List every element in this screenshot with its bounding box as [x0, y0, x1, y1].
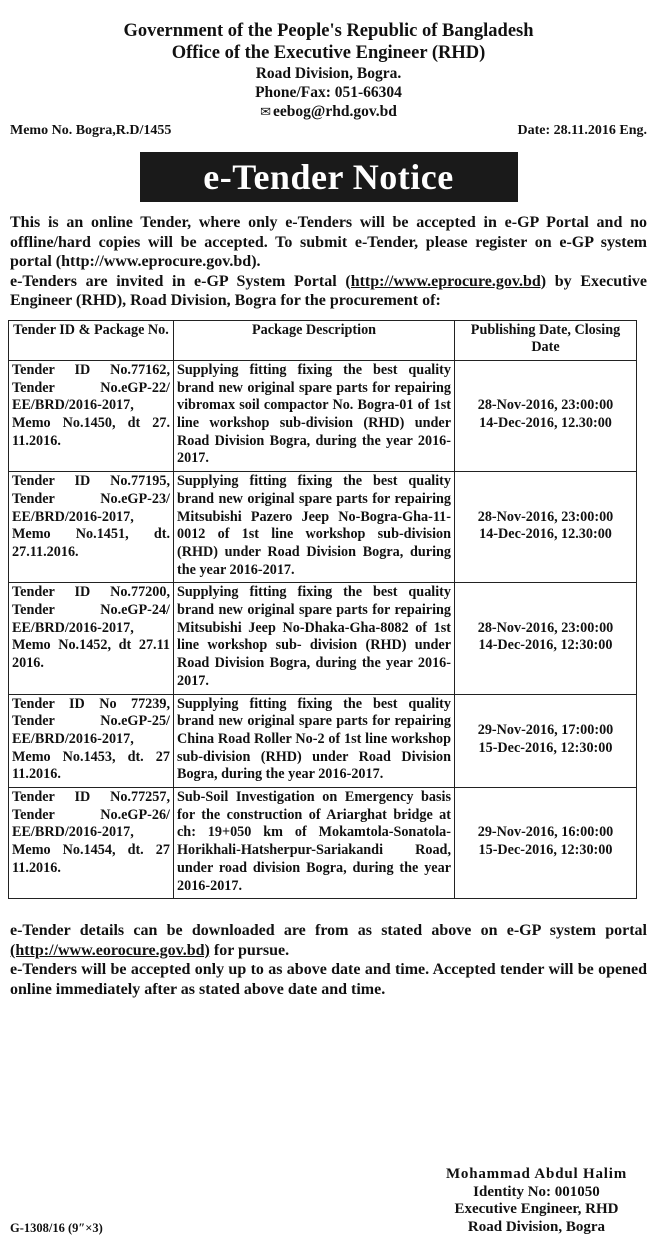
- signatory-office: Road Division, Bogra: [467, 1218, 606, 1235]
- envelope-icon: ✉: [260, 104, 272, 119]
- email-line: [0, 102, 657, 121]
- package-desc-cell: Sub-Soil Investigation on Emergency basis for the construction of Ariarghat bridge at ch: 19+050 km of Mokamtola-Sonatola-Horikhali-Hatsherpur-Sariakandi Road, under road division Bogra, during the year 2016-2017.: [174, 788, 455, 899]
- intro-text: [0, 213, 657, 311]
- intro-p2-pre: e-Tenders are invited in e-GP System Portal: [10, 272, 346, 290]
- signature-block: [446, 1166, 627, 1236]
- close-date: 15-Dec-2016, 12:30:00: [478, 739, 613, 756]
- tender-id-cell: Tender ID No.77257, Tender No.eGP-26/ EE/BRD/2016-2017, Memo No.1454, dt. 27 11.2016.: [9, 788, 174, 899]
- tender-id-cell: Tender ID No.77195, Tender No.eGP-23/ EE/BRD/2016-2017, Memo No.1451, dt. 27.11.2016.: [9, 472, 174, 583]
- division-name: Road Division, Bogra.: [255, 65, 402, 82]
- footer-paragraph-2: e-Tenders will be accepted only up to as above date and time. Accepted tender will be opened online immediately after as stated above date and time.: [10, 961, 647, 998]
- package-desc-cell: Supplying fitting fixing the best quality brand new original spare parts for repairing China Road Roller No-2 of 1st line workshop sub-division (RHD) under Road Division Bogra, during the year 2016-2017.: [174, 694, 455, 788]
- eprocure-link[interactable]: (http://www.eprocure.gov.bd): [345, 272, 547, 290]
- signatory-name: Mohammad Abdul Halim: [445, 1166, 627, 1182]
- tender-id-cell: Tender ID No 77239, Tender No.eGP-25/ EE/BRD/2016-2017, Memo No.1453, dt. 27 11.2016.: [9, 694, 174, 788]
- signatory-designation: Executive Engineer, RHD: [454, 1201, 619, 1217]
- col-header-desc: Package Description: [174, 320, 455, 360]
- footer-p1-post: for pursue.: [209, 941, 290, 959]
- close-date: 15-Dec-2016, 12:30:00: [478, 842, 613, 859]
- intro-p2-post: by Executive Engineer (RHD), Road Division, Bogra for the procurement of:: [10, 272, 648, 309]
- dates-cell: [455, 360, 637, 471]
- publish-date: 29-Nov-2016, 17:00:00: [477, 722, 614, 739]
- footer-text: [0, 921, 657, 999]
- dates-cell: [455, 694, 637, 788]
- memo-number: Memo No. Bogra,R.D/1455: [10, 123, 172, 138]
- memo-date: Date: 28.11.2016 Eng.: [517, 123, 647, 138]
- tender-id-cell: Tender ID No.77162, Tender No.eGP-22/ EE/BRD/2016-2017, Memo No.1450, dt 27. 11.2016.: [9, 360, 174, 471]
- table-row: [9, 694, 637, 788]
- table-row: [9, 788, 637, 899]
- signatory-identity: Identity No: 001050: [473, 1183, 600, 1200]
- publish-date: 28-Nov-2016, 23:00:00: [477, 508, 614, 525]
- close-date: 14-Dec-2016, 12:30:00: [478, 637, 613, 654]
- banner-title: e-Tender Notice: [203, 157, 454, 197]
- dates-cell: [455, 472, 637, 583]
- footer-p1-pre: e-Tender details can be downloaded are from as stated above on e-GP system portal: [10, 922, 647, 940]
- office-title: Office of the Executive Engineer (RHD): [171, 43, 486, 63]
- eorocure-link[interactable]: (http://www.eorocure.gov.bd): [10, 941, 210, 959]
- footer-paragraph-1: [10, 921, 647, 960]
- package-desc-cell: Supplying fitting fixing the best quality brand new original spare parts for repairing Mitsubishi Pazero Jeep No-Bogra-Gha-11-0012 of 1st line workshop sub-division (RHD) under Road Division Bogra, during the year 2016-2017.: [174, 472, 455, 583]
- col-header-dates: Publishing Date, Closing Date: [455, 320, 637, 360]
- close-date: 14-Dec-2016, 12.30:00: [479, 415, 612, 432]
- table-header-row: [9, 320, 637, 360]
- phone-fax: Phone/Fax: 051-66304: [255, 84, 402, 101]
- memo-row: [0, 123, 657, 139]
- table-row: [9, 360, 637, 471]
- table-row: [9, 472, 637, 583]
- publish-date: 28-Nov-2016, 23:00:00: [477, 619, 614, 636]
- table-row: [9, 583, 637, 694]
- tender-id-cell: Tender ID No.77200, Tender No.eGP-24/ EE/BRD/2016-2017, Memo No.1452, dt 27.11 2016.: [9, 583, 174, 694]
- package-desc-cell: Supplying fitting fixing the best quality brand new original spare parts for repairing Mitsubishi Jeep No-Dhaka-Gha-8082 of 1st line workshop sub- division (RHD) under Road Division Bogra, during the year 2016-2017.: [174, 583, 455, 694]
- package-desc-cell: Supplying fitting fixing the best quality brand new original spare parts for repairing vibromax soil compactor No. Bogra-01 of 1st line workshop sub-division (RHD) under Road Division Bogra, during the year 2016-2017.: [174, 360, 455, 471]
- letterhead: [0, 20, 657, 121]
- col-header-id: Tender ID & Package No.: [9, 320, 174, 360]
- publish-date: 28-Nov-2016, 23:00:00: [477, 397, 614, 414]
- close-date: 14-Dec-2016, 12.30:00: [479, 526, 612, 543]
- notice-banner: [140, 152, 518, 202]
- tender-table: [8, 320, 637, 900]
- govt-title: Government of the People's Republic of Bangladesh: [123, 21, 534, 41]
- dates-cell: [455, 583, 637, 694]
- intro-paragraph-2: [10, 272, 647, 311]
- publish-date: 29-Nov-2016, 16:00:00: [477, 824, 614, 841]
- intro-paragraph-1: This is an online Tender, where only e-Tenders will be accepted in e-GP Portal and no offline/hard copies will be accepted. To submit e-Tender, please register on e-GP system portal (http://www.eprocure.gov.bd).: [10, 214, 647, 270]
- email-address: eebog@rhd.gov.bd: [273, 103, 397, 120]
- dates-cell: [455, 788, 637, 899]
- ad-code: G-1308/16 (9″×3): [10, 1221, 103, 1235]
